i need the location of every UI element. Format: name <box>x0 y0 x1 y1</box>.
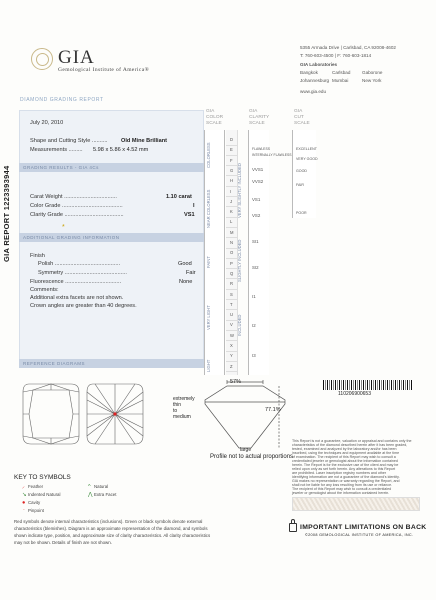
key-natural: Natural <box>94 484 109 489</box>
shape-label: Shape and Cutting Style .......... <box>30 138 108 144</box>
key-pinpoint: Pinpoint <box>28 508 44 513</box>
disclaimer-line: relied upon only as set forth herein. Any alterations to this Report <box>292 467 396 471</box>
color-grade-j: J <box>230 198 233 204</box>
grading-results-title: GRADING RESULTS - GIA 4Cs <box>23 165 99 170</box>
shape-value: Old Mine Brilliant <box>121 138 167 144</box>
color-scale-hdr-1: GIA <box>206 109 215 114</box>
color-grade-v: V <box>230 322 233 328</box>
carat-label: Carat Weight .................................. <box>30 194 117 200</box>
address-line-2: T: 760-603-4500 | F: 760-603-1814 <box>300 53 372 58</box>
clarity-grade-vs1: VS1 <box>252 197 261 202</box>
key-footnote-2: characteristics (blemishes). Diagram is an approximate representation of the diamond, and symbols <box>14 526 208 531</box>
clarity-grade-vvs2: VVS2 <box>252 179 264 184</box>
color-grade-divider <box>226 289 238 290</box>
color-grade-r: R <box>230 281 234 287</box>
key-indented-natural: Indented Natural <box>28 492 61 497</box>
fluorescence-label: Fluorescence .................................... <box>30 279 122 285</box>
additional-info-title: ADDITIONAL GRADING INFORMATION <box>23 235 120 240</box>
natural-icon: ^ <box>88 484 91 490</box>
polish-label: Polish .......................................... <box>38 261 121 267</box>
indented-natural-icon: ↘ <box>22 492 27 498</box>
symmetry-value: Fair <box>186 270 196 276</box>
plotting-diagrams <box>19 380 149 450</box>
clarity-group-included: INCLUDED <box>237 314 242 336</box>
color-grade-s: S <box>230 291 233 297</box>
color-grade-f: F <box>230 157 233 163</box>
color-group-faint: FAINT <box>206 256 211 268</box>
color-grade-divider <box>226 299 238 300</box>
disclaimer-line: GIA makes no representation or warranty regarding the Report, and <box>292 479 400 483</box>
lab-new-york: New York <box>362 78 382 83</box>
girdle-label-2: thin <box>173 402 182 408</box>
key-footnote-4: may not be shown. Details of finish are not shown. <box>14 540 112 545</box>
profile-outline <box>205 386 285 448</box>
address-line-1: 5355 Armada Drive | Carlsbad, CA 92008-4602 <box>300 45 396 50</box>
crown-table-facet <box>29 390 73 438</box>
key-title: KEY TO SYMBOLS <box>14 474 71 481</box>
color-group-light: LIGHT <box>206 359 211 372</box>
color-grade-e: E <box>230 147 233 153</box>
symmetry-label: Symmetry ........................................ <box>38 270 127 276</box>
key-footnote-3: shown indicate type, position, and approximate size of clarity characteristics. All clarity characteristics <box>14 533 211 538</box>
color-grade-divider <box>226 309 238 310</box>
color-grade-o: O <box>230 250 234 256</box>
depth-percent: 77.1% <box>265 407 281 413</box>
additional-info-band <box>19 233 204 242</box>
color-grade-q: Q <box>230 270 234 276</box>
profile-note: Profile not to actual proportions <box>210 454 294 460</box>
color-grade-divider <box>226 145 238 146</box>
cut-scale-column <box>292 130 316 218</box>
report-heading: DIAMOND GRADING REPORT <box>20 97 104 103</box>
gia-logo: GIA <box>58 47 95 68</box>
color-grade-k: K <box>230 209 233 215</box>
website: www.gia.edu <box>300 89 327 94</box>
cut-scale-hdr-1: GIA <box>294 109 303 114</box>
barcode-number: 110206900653 <box>338 391 371 397</box>
disclaimer-line: This Report is not a guarantee, valuation or appraisal and contains only the <box>292 439 412 443</box>
clarity-grade-i1: I1 <box>252 294 256 299</box>
clarity-group-slightly: SLIGHTLY INCLUDED <box>237 239 242 282</box>
disclaimer-line: shall not be liable for any loss resulting from its use or reliance. <box>292 483 393 487</box>
gia-seal-icon <box>31 48 53 70</box>
security-pattern <box>292 497 420 511</box>
clarity-grade-i2: I2 <box>252 323 256 328</box>
table-percent: 57% <box>230 379 242 385</box>
cut-scale-hdr-3: SCALE <box>294 121 310 126</box>
color-grade-value: I <box>193 203 195 209</box>
disclaimer-line: identifying information are not a guarantee of the diamond's identity. <box>292 475 400 479</box>
clarity-grade-i3: I3 <box>252 353 256 358</box>
cut-grade-good: GOOD <box>296 169 307 173</box>
cut-scale-hdr-2: CUT <box>294 115 304 120</box>
crown-outline <box>23 384 79 444</box>
lock-icon <box>289 523 297 532</box>
measurements-label: Measurements ......... <box>30 147 83 153</box>
clarity-grade-label: Clarity Grade ...................................... <box>30 212 124 218</box>
color-grade-divider <box>226 351 238 352</box>
color-grade-x: X <box>230 343 233 348</box>
pinpoint-icon: · <box>23 507 25 513</box>
key-cavity: Cavity <box>28 500 41 505</box>
star-icon: * <box>62 224 65 231</box>
color-grade-divider <box>226 227 238 228</box>
clarity-group-very-slightly: VERY SLIGHTLY INCLUDED <box>237 163 242 218</box>
disclaimer-line: of examination. The recipient of this Report may wish to consult a <box>292 455 396 459</box>
girdle-label-3: to <box>173 408 178 414</box>
disclaimer-line: herein. The Report is for the exclusive use of the client and may be <box>292 463 399 467</box>
clarity-grade-flawless: FLAWLESS <box>252 147 270 151</box>
disclaimer-line: characteristics of the diamond described herein after it has been graded, <box>292 443 408 447</box>
finish-label: Finish <box>30 253 45 259</box>
feather-symbol-icon: ⸝ <box>22 484 25 490</box>
disclaimer-line: inscribed, using the techniques and equipment available at the time <box>292 451 400 455</box>
clarity-grade-vvs1: VVS1 <box>252 167 264 172</box>
color-grade-t: T <box>230 301 233 307</box>
color-group-near-colorless: NEAR COLORLESS <box>206 189 211 228</box>
lab-gaborone: Gaborone <box>362 70 383 75</box>
color-grade-divider <box>226 340 238 341</box>
lab-bangkok: Bangkok <box>300 70 318 75</box>
side-report-number: GIA REPORT 1223393944 <box>2 165 11 262</box>
color-grade-divider <box>226 371 238 372</box>
cut-grade-fair: FAIR <box>296 183 304 187</box>
color-group-very-light: VERY LIGHT <box>206 305 211 330</box>
color-grade-p: P <box>230 260 233 266</box>
disclaimer-line: tested, examined and analyzed by the laboratory and/or has been <box>292 447 397 451</box>
clarity-scale-hdr-1: GIA <box>249 109 258 114</box>
polish-value: Good <box>178 261 192 267</box>
culet-label: large <box>240 447 252 453</box>
address-line-3: GIA Laboratories <box>300 62 338 67</box>
color-grade-divider <box>226 155 238 156</box>
color-grade-y: Y <box>230 353 233 359</box>
crown-facet-lines <box>23 384 79 444</box>
color-grade-u: U <box>230 312 234 318</box>
lock-shackle-icon <box>291 519 295 524</box>
color-grade-g: G <box>230 167 234 173</box>
disclaimer-line: credentialed jeweler or gemologist about the information contained <box>292 459 398 463</box>
color-group-colorless: COLORLESS <box>206 142 211 168</box>
clarity-grade-si1: SI1 <box>252 239 259 244</box>
reference-diagrams-title: REFERENCE DIAGRAMS <box>23 361 86 366</box>
institute-name: Gemological Institute of America® <box>58 67 150 73</box>
girdle-label-4: medium <box>173 414 191 420</box>
grading-results-band <box>19 163 204 172</box>
color-scale-hdr-3: SCALE <box>206 121 222 126</box>
cavity-icon: ● <box>22 500 26 506</box>
disclaimer-line: The recipient of this Report may wish to consult a credentialed <box>292 487 392 491</box>
clarity-scale-hdr-3: SCALE <box>249 121 265 126</box>
clarity-grade-si2: SI2 <box>252 265 259 270</box>
extra-facet-icon: ⋀ <box>88 492 93 498</box>
key-feather: Feather <box>28 484 44 489</box>
color-grade-divider <box>226 361 238 362</box>
color-grade-n: N <box>230 240 234 245</box>
color-grade-d: D <box>230 137 234 142</box>
report-date: July 20, 2010 <box>30 120 64 126</box>
carat-value: 1.10 carat <box>166 194 192 200</box>
comments-label: Comments: <box>30 287 59 293</box>
girdle-label-1: extremely <box>173 396 195 402</box>
limitations-title: IMPORTANT LIMITATIONS ON BACK <box>300 524 427 531</box>
color-grade-label: Color Grade ....................................... <box>30 203 123 209</box>
clarity-grade-vs2: VS2 <box>252 213 261 218</box>
clarity-scale-hdr-2: CLARITY <box>249 115 270 120</box>
reference-diagrams-band <box>19 359 204 368</box>
comment-line-1: Additional extra facets are not shown. <box>30 295 124 301</box>
cut-grade-very-good: VERY GOOD <box>296 157 318 161</box>
color-grade-z: Z <box>230 363 233 369</box>
lab-johannesburg: Johannesburg <box>300 78 330 83</box>
measurements-value: 5.98 x 5.86 x 4.52 mm <box>93 147 149 153</box>
comment-line-2: Crown angles are greater than 40 degrees. <box>30 303 137 309</box>
color-grade-h: H <box>230 178 234 184</box>
copyright: ©2008 GEMOLOGICAL INSTITUTE OF AMERICA, INC. <box>305 533 414 537</box>
key-footnote-1: Red symbols denote internal characteristics (inclusions). Green or black symbols denote external <box>14 519 203 524</box>
lab-carlsbad: Carlsbad <box>332 70 351 75</box>
clarity-grade-internally-flawless: INTERNALLY FLAWLESS <box>252 153 292 157</box>
disclaimer-line: are prohibited. Laser inscription registry numbers and other <box>292 471 387 475</box>
disclaimer-line: jeweler or gemologist about the information contained herein. <box>292 491 390 495</box>
color-grade-i: I <box>230 188 232 194</box>
color-grade-w: W <box>230 332 234 338</box>
barcode <box>323 380 413 390</box>
clarity-grade-value: VS1 <box>184 212 195 218</box>
color-grade-l: L <box>230 219 233 225</box>
cut-grade-excellent: EXCELLENT <box>296 147 317 151</box>
cut-grade-poor: POOR <box>296 211 307 215</box>
inclusion-mark <box>113 412 116 415</box>
key-extra-facet: Extra Facet <box>94 492 117 497</box>
color-grade-divider <box>226 237 238 238</box>
color-scale-hdr-2: COLOR <box>206 115 224 120</box>
fluorescence-value: None <box>179 279 193 285</box>
lab-mumbai: Mumbai <box>332 78 349 83</box>
color-grade-m: M <box>230 229 234 235</box>
